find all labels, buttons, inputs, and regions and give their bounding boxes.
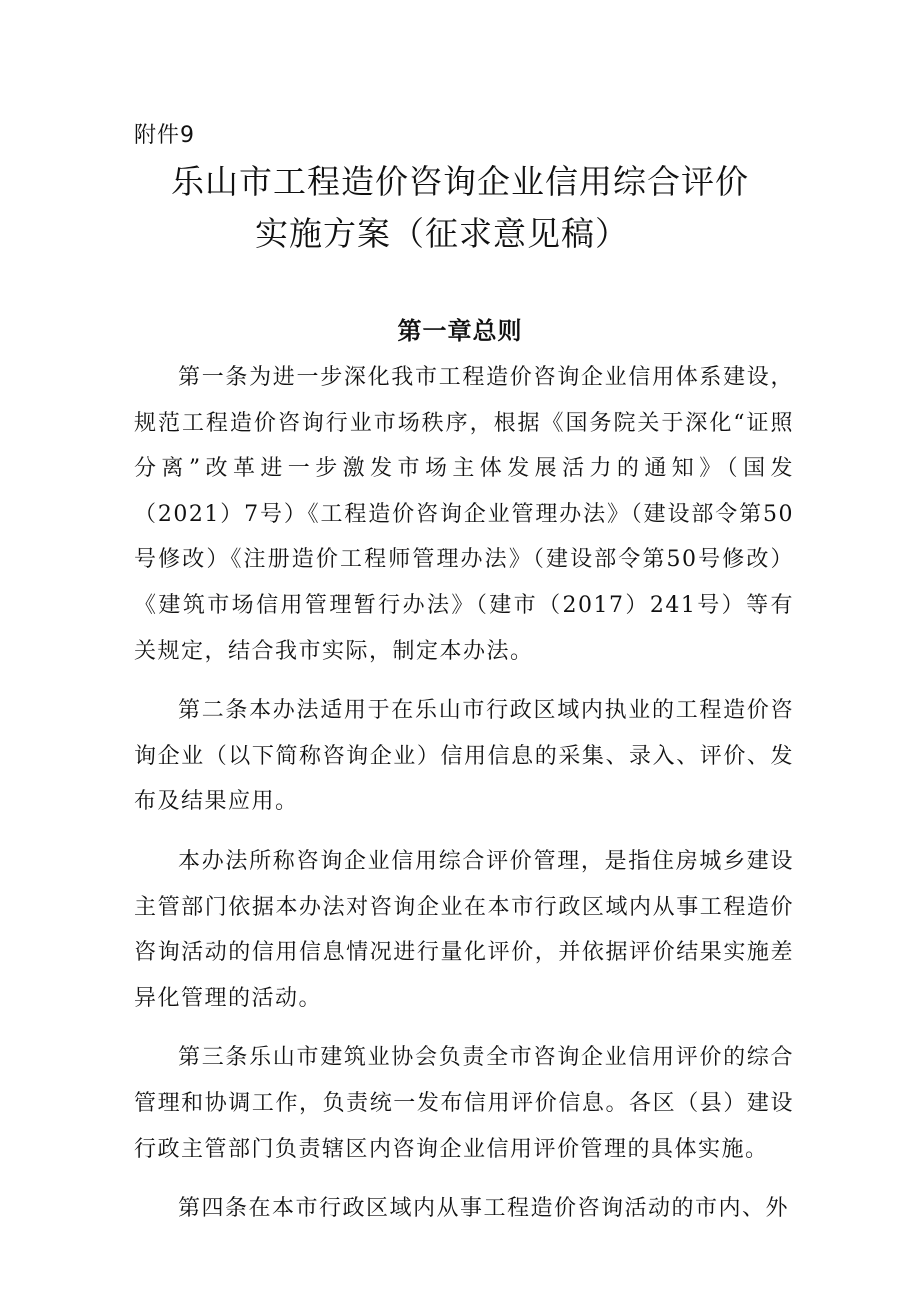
paragraph-article-2: 第二条本办法适用于在乐山市行政区域内执业的工程造价咨询企业（以下简称咨询企业）信用信息的采集、录入、评价、发布及结果应用。: [134, 698, 794, 815]
attachment-label: 附件9: [134, 123, 195, 148]
paragraph-article-3: 第三条乐山市建筑业协会负责全市咨询企业信用评价的综合管理和协调工作，负责统一发布信用评价信息。各区（县）建设行政主管部门负责辖区内咨询企业信用评价管理的具体实施。: [134, 1045, 794, 1162]
paragraph-article-4: 第四条在本市行政区域内从事工程造价咨询活动的市内、外: [178, 1196, 790, 1222]
chapter-heading: 第一章总则: [397, 317, 523, 345]
paragraph-article-1: 第一条为进一步深化我市工程造价咨询企业信用体系建设，规范工程造价咨询行业市场秩序，根据《国务院关于深化“证照分离”改革进一步激发市场主体发展活力的通知》（国发（2021）7号）《工程造价咨询企业管理办法》（建设部令第50号修改）《注册造价工程师管理办法》（建设部令第50号修改）《建筑市场信用管理暂行办法》（建市（2017）241号）等有关规定，结合我市实际，制定本办法。: [134, 365, 794, 664]
paragraph-definition: 本办法所称咨询企业信用综合评价管理，是指住房城乡建设主管部门依据本办法对咨询企业在本市行政区域内从事工程造价咨询活动的信用信息情况进行量化评价，并依据评价结果实施差异化管理的活动。: [134, 848, 794, 1011]
document-title-line-1: 乐山市工程造价咨询企业信用综合评价: [171, 162, 749, 201]
document-title-line-2: 实施方案（征求意见稿）: [255, 214, 629, 253]
document-body: [134, 355, 794, 1232]
